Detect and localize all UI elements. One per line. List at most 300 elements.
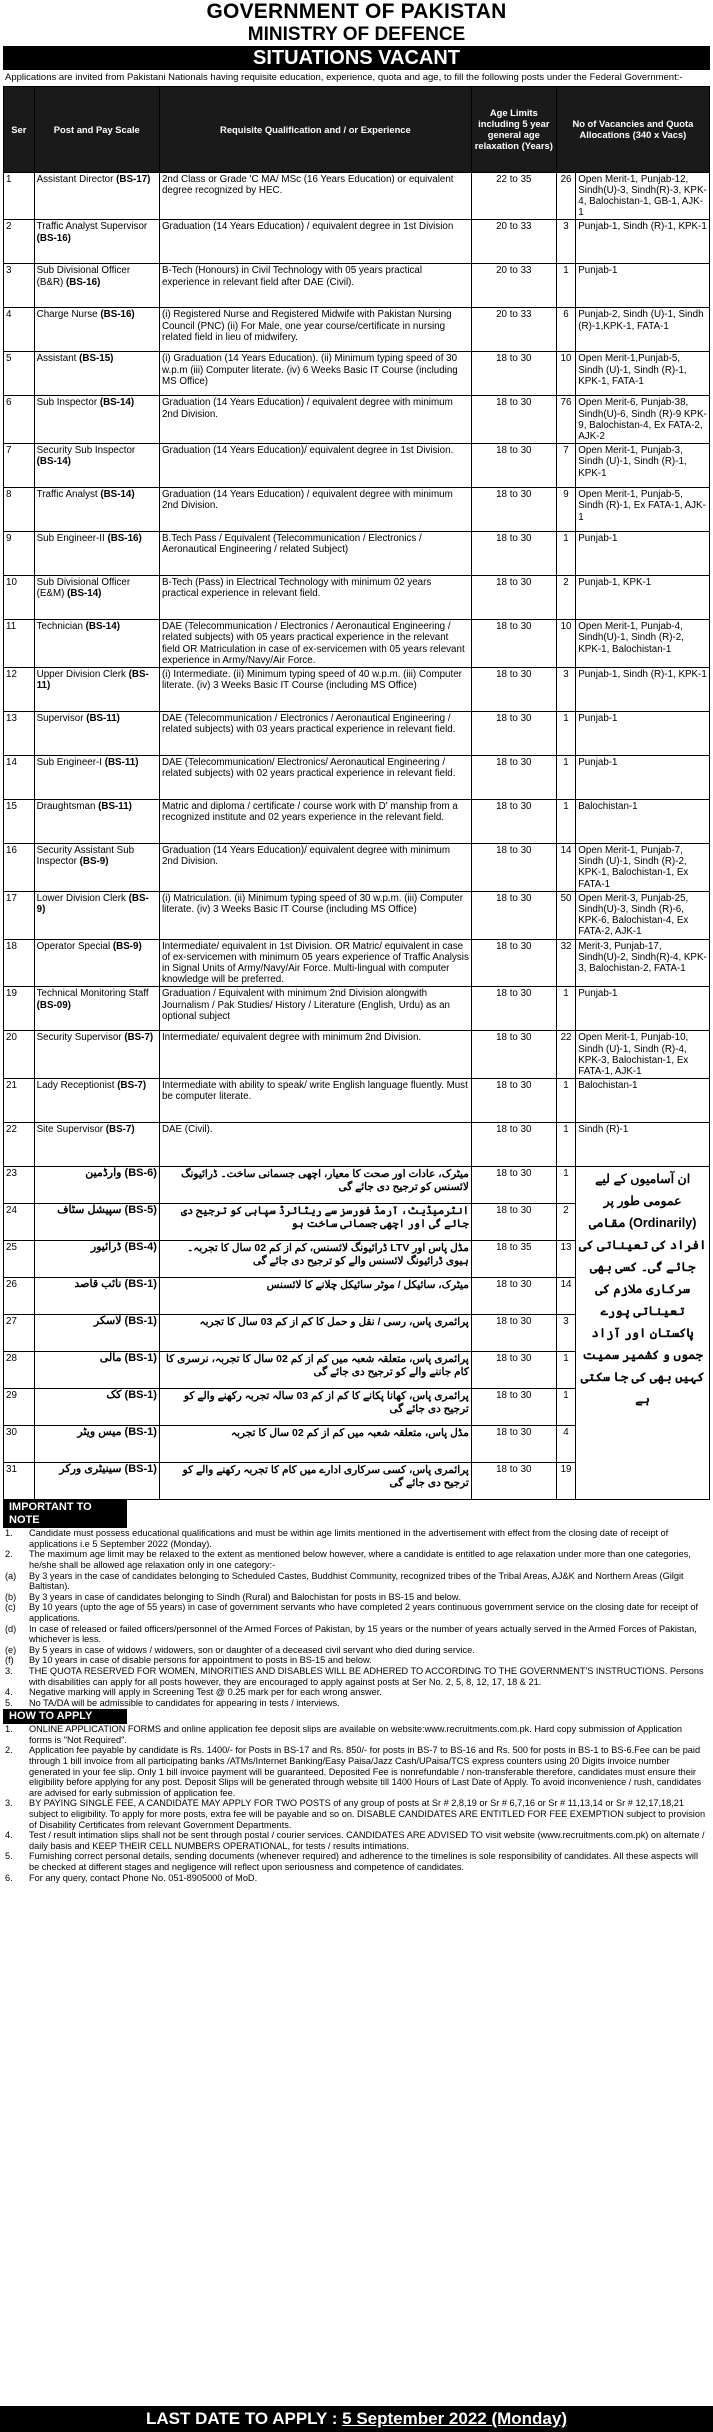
- post-title: سپیشل سٹاف: [57, 1204, 122, 1217]
- row-qualification: پرائمری پاس، رسی / نقل و حمل کا کم از کم 03 سال کا تجربہ: [159, 1315, 471, 1352]
- row-qualification: Graduation / Equivalent with minimum 2nd Division alongwith Journalism / Pak Studies/ History / Literature (English, Urdu) as an optional subject: [159, 987, 471, 1031]
- row-total-vacancies: 9: [556, 488, 575, 532]
- row-qualification: Matric and diploma / certificate / course work with D' manship from a recognized institute and 02 years experience in the relevant field.: [159, 799, 471, 843]
- post-title: Sub Inspector: [36, 397, 98, 409]
- row-age: 18 to 30: [471, 987, 556, 1031]
- row-ser: 29: [4, 1389, 35, 1426]
- row-ser: 2: [4, 220, 35, 264]
- list-item: [3, 1571, 710, 1592]
- table-row: [4, 987, 710, 1031]
- row-total-vacancies: 13: [556, 1241, 575, 1278]
- pay-scale: (BS-16): [107, 533, 142, 545]
- row-quota: Open Merit-3, Punjab-25, Sindh(U)-3, Sindh (R)-6, KPK-6, Balochistan-4, Ex FATA-2, AJK-1: [576, 891, 710, 939]
- row-quota: Punjab-1, Sindh (R)-1, KPK-1: [576, 220, 710, 264]
- row-qualification: B-Tech (Pass) in Electrical Technology with minimum 02 years practical experience in relevant field.: [159, 576, 471, 620]
- post-title: Technician: [36, 621, 83, 633]
- row-qualification: B-Tech (Honours) in Civil Technology with 05 years practical experience in relevant field after DAE (Civil).: [159, 264, 471, 308]
- row-age: 18 to 30: [471, 667, 556, 711]
- row-qualification: Graduation (14 Years Education)/ equivalent degree with minimum 2nd Division.: [159, 843, 471, 891]
- row-total-vacancies: 3: [556, 220, 575, 264]
- post-title: Charge Nurse: [36, 309, 98, 321]
- row-age: 18 to 30: [471, 1463, 556, 1500]
- list-item: [3, 1851, 710, 1872]
- row-post: [34, 1426, 159, 1463]
- row-qualification: DAE (Telecommunication / Electronics / Aeronautical Engineering / related subjects) with 05 years practical experience in the relevant field OR Matriculation in case of ex-servicemen with 05 years relevant experience in Army/Navy/Air Force.: [159, 620, 471, 668]
- pay-scale: (BS-1): [124, 1426, 157, 1439]
- row-qualification: Graduation (14 Years Education) / equivalent degree in 1st Division: [159, 220, 471, 264]
- pay-scale: (BS-5): [124, 1204, 157, 1217]
- row-total-vacancies: 26: [556, 172, 575, 220]
- row-ser: 9: [4, 532, 35, 576]
- row-post: [34, 396, 159, 444]
- row-ser: 13: [4, 711, 35, 755]
- pay-scale: (BS-14): [36, 456, 71, 468]
- row-age: 20 to 33: [471, 220, 556, 264]
- row-post: [34, 488, 159, 532]
- item-text: THE QUOTA RESERVED FOR WOMEN, MINORITIES AND DISABLES WILL BE ADHERED TO ACCORDING TO THE GOVERNMENT'S INSTRUCTIONS. Persons with disabilities can apply for all posts however, they are encouraged to apply against posts at Ser No. 2, 5, 8, 12, 17, 18 & 21.: [29, 1665, 704, 1687]
- row-qualification: Graduation (14 Years Education) / equivalent degree with minimum 2nd Division.: [159, 488, 471, 532]
- row-total-vacancies: 1: [556, 755, 575, 799]
- row-quota: Open Merit-1, Punjab-3, Sindh (U)-1, Sindh (R)-1, KPK-1: [576, 444, 710, 488]
- row-age: 18 to 30: [471, 488, 556, 532]
- row-post: [34, 1079, 159, 1123]
- item-text: By 10 years (upto the age of 55 years) in case of government servants who have completed 2 years continuous government service on the closing date for receipt of applications.: [29, 1602, 699, 1623]
- item-text: Test / result intimation slips shall not be sent through postal / courier services. CANDIDATES ARE ADVISED TO visit website (www.recruitments.com.pk) on alternate / daily basis and KEEP THEIR CELL NUMBERS OPERATIONAL, for tests / results intimations.: [29, 1830, 705, 1851]
- row-post: [34, 843, 159, 891]
- table-row: [4, 488, 710, 532]
- pay-scale: (BS-16): [66, 276, 101, 288]
- list-item: [3, 1655, 710, 1666]
- item-text: ONLINE APPLICATION FORMS and online application fee deposit slips are available on website:www.recruitments.com.pk. Hard copy submission of Application forms is "Not Required".: [29, 1724, 682, 1745]
- item-text: Candidate must possess educational qualifications and must be within age limits mentioned in the advertisement with effect from the closing date of receipt of applications i.e 5 September 2022 (Monday).: [29, 1528, 669, 1549]
- ministry-title: MINISTRY OF DEFENCE: [247, 24, 466, 45]
- pay-scale: (BS-14): [100, 489, 135, 501]
- row-age: 18 to 30: [471, 1278, 556, 1315]
- post-title: لاسکر: [93, 1315, 122, 1328]
- row-post: [34, 1352, 159, 1389]
- item-text: For any query, contact Phone No. 051-8905000 of MoD.: [29, 1872, 258, 1883]
- table-row: [4, 667, 710, 711]
- row-qualification: (i) Matriculation. (ii) Minimum typing speed of 30 w.p.m. (iii) Computer literate. (iv) 3 Weeks Basic IT Course (including MS Office): [159, 891, 471, 939]
- item-number: (d): [5, 1623, 17, 1634]
- list-item: [3, 1798, 710, 1830]
- list-item: [3, 1687, 710, 1698]
- row-ser: 17: [4, 891, 35, 939]
- post-title: ڈرائیور: [90, 1241, 122, 1254]
- post-title: Site Supervisor: [36, 1124, 104, 1136]
- post-title: Draughtsman: [36, 800, 96, 812]
- row-ser: 26: [4, 1278, 35, 1315]
- list-item: [3, 1602, 710, 1623]
- row-age: 18 to 30: [471, 1031, 556, 1079]
- row-post: [34, 1389, 159, 1426]
- row-total-vacancies: 14: [556, 843, 575, 891]
- row-total-vacancies: 1: [556, 987, 575, 1031]
- row-age: 18 to 30: [471, 1352, 556, 1389]
- situations-vacant-banner: SITUATIONS VACANT: [3, 46, 710, 70]
- row-post: [34, 532, 159, 576]
- item-number: 5.: [5, 1697, 13, 1708]
- row-qualification: DAE (Civil).: [159, 1123, 471, 1167]
- list-item: [3, 1830, 710, 1851]
- table-row: [4, 396, 710, 444]
- row-age: 18 to 30: [471, 1389, 556, 1426]
- row-ser: 10: [4, 576, 35, 620]
- table-row: [4, 264, 710, 308]
- post-title: وارڈمین: [85, 1167, 122, 1180]
- row-quota: Open Merit-1, Punjab-4, Sindh(U)-1, Sindh (R)-2, KPK-1, Balochistan-1: [576, 620, 710, 668]
- intro-text: Applications are invited from Pakistani Nationals having requisite education, experience, quota and age, to fill the following posts under the Federal Government:-: [5, 72, 683, 83]
- pay-scale: (BS-16): [36, 232, 71, 244]
- item-text: No TA/DA will be admissible to candidates for appearing in tests / interviews.: [29, 1697, 340, 1708]
- row-ser: 24: [4, 1204, 35, 1241]
- row-total-vacancies: 1: [556, 711, 575, 755]
- table-row: [4, 939, 710, 987]
- row-age: 22 to 35: [471, 172, 556, 220]
- row-quota: Punjab-1: [576, 987, 710, 1031]
- row-post: [34, 444, 159, 488]
- vacancies-table: [3, 86, 710, 1501]
- pay-scale: (BS-1): [124, 1315, 157, 1328]
- english-rows: [4, 172, 710, 1167]
- row-total-vacancies: 1: [556, 1167, 575, 1204]
- post-title: Security Sub Inspector: [36, 445, 136, 457]
- row-qualification: DAE (Telecommunication / Electronics / Aeronautical Engineering / related subjects) with 03 years practical experience in relevant field.: [159, 711, 471, 755]
- item-number: 6.: [5, 1872, 13, 1883]
- row-post: [34, 264, 159, 308]
- howto-header: HOW TO APPLY: [3, 1709, 127, 1724]
- important-header: IMPORTANT TO NOTE: [3, 1500, 127, 1528]
- row-age: 18 to 30: [471, 843, 556, 891]
- row-total-vacancies: 32: [556, 939, 575, 987]
- row-age: 18 to 30: [471, 620, 556, 668]
- item-number: (e): [5, 1644, 17, 1655]
- row-ser: 5: [4, 352, 35, 396]
- row-total-vacancies: 1: [556, 1352, 575, 1389]
- row-qualification: پرائمری پاس، کسی سرکاری ادارے میں کام کا تجربہ رکھنے والے کو ترجیح دی جائے گی: [159, 1463, 471, 1500]
- item-text: Application fee payable by candidate is Rs. 1400/- for Posts in BS-17 and Rs. 850/- for posts in BS-7 to BS-16 and Rs. 500 for posts in BS-1 to BS-6.Fee can be paid through 1 bill invoice from all participating banks /ATMs/Internet Banking/Easy Paisa/Jazz Cash/UPaisa/TCS express counters using 20 Digits invoice number generated in your fee slip. Only 1 bill invoice payment will be guaranteed. Deposited Fee is nonrefundable / non-transferable therefore, candidates must ensure their eligibility before applying for any post. Deposit Slips will be generated through website till 1400 Hours of Last Date of Apply. To avoid inconvenience / rush, candidates are advised for early submission of application fee.: [29, 1745, 702, 1798]
- item-number: (a): [5, 1570, 17, 1581]
- list-item: [3, 1724, 710, 1745]
- row-total-vacancies: 1: [556, 264, 575, 308]
- last-date-label: LAST DATE TO APPLY :: [145, 2409, 343, 2428]
- row-age: 20 to 33: [471, 264, 556, 308]
- table-row: [4, 220, 710, 264]
- item-number: 4.: [5, 1687, 13, 1698]
- pay-scale: (BS-9): [112, 940, 142, 952]
- row-age: 18 to 30: [471, 891, 556, 939]
- row-post: [34, 987, 159, 1031]
- post-title: Lower Division Clerk: [36, 892, 126, 904]
- row-age: 18 to 30: [471, 396, 556, 444]
- list-item: [3, 1549, 710, 1570]
- row-ser: 14: [4, 755, 35, 799]
- row-total-vacancies: 1: [556, 532, 575, 576]
- row-qualification: (i) Graduation (14 Years Education). (ii) Minimum typing speed of 30 w.p.m (iii) Computer literate. (iv) 6 Weeks Basic IT Course (including MS Office): [159, 352, 471, 396]
- row-quota: Open Merit-6, Punjab-38, Sindh(U)-6, Sindh (R)-9 KPK-9, Balochistan-4, Ex FATA-2, AJK-2: [576, 396, 710, 444]
- row-ser: 4: [4, 308, 35, 352]
- list-item: [3, 1873, 710, 1884]
- table-row: [4, 1167, 710, 1204]
- row-age: 18 to 30: [471, 1167, 556, 1204]
- pay-scale: (BS-14): [67, 588, 102, 600]
- pay-scale: (BS-7): [105, 1124, 135, 1136]
- row-qualification: B.Tech Pass / Equivalent (Telecommunication / Electronics / Aeronautical Engineering / related Subject): [159, 532, 471, 576]
- post-title: Assistant: [36, 353, 77, 365]
- row-total-vacancies: 76: [556, 396, 575, 444]
- row-total-vacancies: 1: [556, 799, 575, 843]
- row-post: [34, 172, 159, 220]
- table-row: [4, 444, 710, 488]
- row-quota: Sindh (R)-1: [576, 1123, 710, 1167]
- col-post: Post and Pay Scale: [34, 86, 159, 172]
- row-ser: 3: [4, 264, 35, 308]
- row-post: [34, 1463, 159, 1500]
- pay-scale: (BS-9): [79, 856, 109, 868]
- local-quota-note: ان آسامیوں کے لیے عمومی طور پر (Ordinarily) مقامی افراد کی تعیناتی کی جائے گی۔ کسی بھی سرکاری ملازم کی تعیناتی پورے پاکستان اور آزاد جموں و کشمیر سمیت کہیں بھی کی جا سکتی ہے: [576, 1167, 710, 1500]
- list-item: [3, 1624, 710, 1645]
- row-post: [34, 711, 159, 755]
- pay-scale: (BS-15): [79, 353, 114, 365]
- pay-scale: (BS-1): [124, 1352, 157, 1365]
- row-age: 18 to 30: [471, 444, 556, 488]
- item-text: By 10 years in case of disable persons for appointment to posts in BS-15 and below.: [29, 1655, 372, 1666]
- post-title: Lady Receptionist: [36, 1080, 115, 1092]
- item-number: 4.: [5, 1830, 13, 1841]
- row-qualification: Graduation (14 Years Education) / equivalent degree with minimum 2nd Division.: [159, 396, 471, 444]
- pay-scale: (BS-11): [98, 800, 132, 812]
- table-row: [4, 576, 710, 620]
- row-quota: Balochistan-1: [576, 799, 710, 843]
- row-post: [34, 799, 159, 843]
- row-age: 18 to 30: [471, 755, 556, 799]
- pay-scale: (BS-17): [116, 173, 151, 185]
- row-quota: Punjab-1: [576, 264, 710, 308]
- item-text: BY PAYING SINGLE FEE, A CANDIDATE MAY APPLY FOR TWO POSTS of any group of posts at Sr # 2,8,19 or Sr # 6,7,16 or Sr # 11,13,14 or Sr # 12,17,18,21 subject to eligibility. To apply for more posts, extra fee will be payable and so on. DISABLE CANDIDATES ARE ENTITLED FOR FEE EXEMPTION subject to provision of Disability Certificates from relevant Government Departments.: [29, 1798, 706, 1830]
- pay-scale: (BS-1): [124, 1389, 157, 1402]
- table-row: [4, 843, 710, 891]
- row-qualification: انٹرمیڈیٹ، آرمڈ فورسز سے ریٹائرڈ سپاہی کو ترجیح دی جائے گی اور اچھی جسمانی ساخت ہو: [159, 1204, 471, 1241]
- row-age: 18 to 30: [471, 1079, 556, 1123]
- row-total-vacancies: 4: [556, 1426, 575, 1463]
- row-ser: 16: [4, 843, 35, 891]
- col-vacancies: No of Vacancies and Quota Allocations (340 x Vacs): [556, 86, 709, 172]
- pay-scale: (BS-14): [99, 397, 135, 409]
- table-row: [4, 352, 710, 396]
- post-title: Sub Divisional Officer (E&M): [36, 577, 131, 600]
- table-row: [4, 308, 710, 352]
- item-number: 2.: [5, 1745, 13, 1756]
- table-row: [4, 711, 710, 755]
- post-title: Technical Monitoring Staff: [36, 988, 149, 1000]
- row-total-vacancies: 22: [556, 1031, 575, 1079]
- pay-scale: (BS-6): [124, 1167, 157, 1180]
- pay-scale: (BS-11): [36, 668, 149, 692]
- pay-scale: (BS-4): [124, 1241, 157, 1254]
- row-quota: Open Merit-1, Punjab-5, Sindh (R)-1, Ex FATA-1, AJK-1: [576, 488, 710, 532]
- row-ser: 12: [4, 667, 35, 711]
- col-ser: Ser: [4, 86, 35, 172]
- pay-scale: (BS-7): [124, 1032, 154, 1044]
- row-qualification: مڈل پاس اور LTV ڈرائیونگ لائسنس، کم از کم 02 سال کا تجربہ۔ ہیوی ڈرائیونگ لائسنس والے کو ترجیح دی جائے گی: [159, 1241, 471, 1278]
- row-total-vacancies: 6: [556, 308, 575, 352]
- row-quota: Punjab-1, Sindh (R)-1, KPK-1: [576, 667, 710, 711]
- post-title: Security Supervisor: [36, 1032, 122, 1044]
- urdu-rows: [4, 1167, 710, 1500]
- item-text: The maximum age limit may be relaxed to the extent as mentioned below however, where a candidate is entitled to age relaxation under more than one categories, he/she shall be allowed age relaxation only in one category:-: [29, 1549, 691, 1570]
- row-post: [34, 667, 159, 711]
- row-quota: Punjab-1, KPK-1: [576, 576, 710, 620]
- row-quota: Open Merit-1, Punjab-7, Sindh (U)-1, Sindh (R)-2, KPK-1, Balochistan-1, Ex FATA-1: [576, 843, 710, 891]
- table-row: [4, 799, 710, 843]
- row-total-vacancies: 1: [556, 1079, 575, 1123]
- row-quota: Balochistan-1: [576, 1079, 710, 1123]
- row-qualification: 2nd Class or Grade 'C MA/ MSc (16 Years Education) or equivalent degree recognized by HEC.: [159, 172, 471, 220]
- pay-scale: (BS-7): [117, 1080, 147, 1092]
- post-title: Traffic Analyst: [36, 489, 98, 501]
- row-ser: 19: [4, 987, 35, 1031]
- row-qualification: Graduation (14 Years Education)/ equivalent degree in 1st Division.: [159, 444, 471, 488]
- row-ser: 20: [4, 1031, 35, 1079]
- row-post: [34, 576, 159, 620]
- item-text: In case of released or failed officers/personnel of the Armed Forces of Pakistan, by 15 years or the number of years actually served in the Armed Forces of Pakistan, whichever is less.: [29, 1623, 697, 1645]
- table-row: [4, 1031, 710, 1079]
- row-qualification: میٹرک، سائیکل / موٹر سائیکل چلانے کا لائسنس: [159, 1278, 471, 1315]
- row-ser: 22: [4, 1123, 35, 1167]
- post-title: Sub Engineer-II: [36, 533, 105, 545]
- list-item: [3, 1645, 710, 1656]
- row-post: [34, 220, 159, 264]
- col-qualification: Requisite Qualification and / or Experience: [159, 86, 471, 172]
- row-ser: 21: [4, 1079, 35, 1123]
- table-row: [4, 891, 710, 939]
- item-number: 3.: [5, 1798, 13, 1809]
- row-quota: Open Merit-1, Punjab-10, Sindh (U)-1, Sindh (R)-4, KPK-3, Balochistan-1, Ex FATA-1, AJK-1: [576, 1031, 710, 1079]
- row-total-vacancies: 3: [556, 667, 575, 711]
- item-text: By 3 years in case of candidates belonging to Sindh (Rural) and Balochistan for posts in BS-15 and below.: [29, 1591, 461, 1602]
- howto-notes: [3, 1724, 710, 1883]
- item-number: (c): [5, 1602, 16, 1613]
- row-qualification: پرائمری پاس، متعلقہ شعبہ میں کم از کم 02 سال کا تجربہ، نرسری کا کام جاننے والے کو ترجیح دی جائے گی: [159, 1352, 471, 1389]
- row-post: [34, 939, 159, 987]
- row-qualification: (i) Intermediate. (ii) Minimum typing speed of 40 w.p.m. (iii) Computer literate. (iv) 3 Weeks Basic IT Course (including MS Office): [159, 667, 471, 711]
- government-title: GOVERNMENT OF PAKISTAN: [206, 0, 507, 23]
- table-row: [4, 172, 710, 220]
- row-post: [34, 1204, 159, 1241]
- post-title: Assistant Director: [36, 173, 114, 185]
- row-total-vacancies: 19: [556, 1463, 575, 1500]
- row-post: [34, 1278, 159, 1315]
- row-post: [34, 755, 159, 799]
- row-total-vacancies: 10: [556, 352, 575, 396]
- row-age: 18 to 30: [471, 576, 556, 620]
- item-number: (b): [5, 1591, 17, 1602]
- row-ser: 6: [4, 396, 35, 444]
- row-qualification: Intermediate/ equivalent in 1st Division. OR Matric/ equivalent in case of ex-servicemen with minimum 05 years experience of Traffic Analysis in Signal Units of Army/Navy/Air Force. Multi-lingual with computer knowledge will be preferred.: [159, 939, 471, 987]
- row-ser: 23: [4, 1167, 35, 1204]
- row-post: [34, 1315, 159, 1352]
- row-ser: 25: [4, 1241, 35, 1278]
- item-number: 1.: [5, 1724, 13, 1735]
- row-age: 18 to 35: [471, 1241, 556, 1278]
- row-qualification: میٹرک، عادات اور صحت کا معیار، اچھی جسمانی ساخت۔ ڈرائیونگ لائسنس کو ترجیح دی جائے گی: [159, 1167, 471, 1204]
- post-title: Traffic Analyst Supervisor: [36, 221, 148, 233]
- row-qualification: Intermediate/ equivalent degree with minimum 2nd Division.: [159, 1031, 471, 1079]
- row-qualification: مڈل پاس، متعلقہ شعبہ میں کم از کم 02 سال کا تجربہ: [159, 1426, 471, 1463]
- row-total-vacancies: 14: [556, 1278, 575, 1315]
- item-number: 5.: [5, 1851, 13, 1862]
- item-text: Furnishing correct personal details, sending documents (whenever required) and adherence to the timelines is sole responsibility of candidates. All these aspects will be checked at different stages and negligence will reflect upon seriousness and competence of candidates.: [29, 1851, 699, 1872]
- post-title: سینیٹری ورکر: [59, 1463, 122, 1476]
- row-quota: Punjab-1: [576, 711, 710, 755]
- table-row: [4, 532, 710, 576]
- row-ser: 18: [4, 939, 35, 987]
- pay-scale: (BS-1): [124, 1463, 157, 1476]
- post-title: مالی: [99, 1352, 122, 1365]
- col-age: Age Limits including 5 year general age relaxation (Years): [471, 86, 556, 172]
- item-text: By 3 years in the case of candidates belonging to Scheduled Castes, Buddhist Community, recognized tribes of the Tribal Areas, AJ&K and Northern Areas (Gilgit Baltistan).: [29, 1570, 684, 1592]
- row-ser: 7: [4, 444, 35, 488]
- post-title: Upper Division Clerk: [36, 668, 126, 680]
- row-post: [34, 1241, 159, 1278]
- last-date-banner: [0, 2406, 713, 2432]
- table-row: [4, 620, 710, 668]
- row-total-vacancies: 3: [556, 1315, 575, 1352]
- table-row: [4, 755, 710, 799]
- pay-scale: (BS-11): [86, 712, 120, 724]
- pay-scale: (BS-09): [36, 999, 71, 1011]
- post-title: Sub Divisional Officer (B&R): [36, 265, 131, 288]
- row-total-vacancies: 2: [556, 576, 575, 620]
- row-total-vacancies: 7: [556, 444, 575, 488]
- item-text: Negative marking will apply in Screening Test @ 0.25 mark per for each wrong answer.: [29, 1687, 382, 1698]
- item-number: 3.: [5, 1665, 13, 1676]
- row-age: 18 to 30: [471, 1315, 556, 1352]
- row-ser: 15: [4, 799, 35, 843]
- row-quota: Punjab-1: [576, 532, 710, 576]
- row-qualification: DAE (Telecommunication/ Electronics/ Aeronautical Engineering / related subjects) with 02 years practical experience in relevant field.: [159, 755, 471, 799]
- list-item: [3, 1528, 710, 1549]
- row-post: [34, 308, 159, 352]
- row-ser: 31: [4, 1463, 35, 1500]
- row-qualification: (i) Registered Nurse and Registered Midwife with Pakistan Nursing Council (PNC) (ii) For Male, one year course/certificate in nursing related field in lieu of midwifery.: [159, 308, 471, 352]
- item-text: By 5 years in case of widows / widowers, son or daughter of a deceased civil servant who died during service.: [29, 1644, 475, 1655]
- row-qualification: پرائمری پاس، کھانا پکانے کا کم از کم 03 سالہ تجربہ رکھنے والے کو ترجیح دی جائے گی: [159, 1389, 471, 1426]
- list-item: [3, 1592, 710, 1603]
- pay-scale: (BS-14): [85, 621, 120, 633]
- row-total-vacancies: 10: [556, 620, 575, 668]
- table-row: [4, 1123, 710, 1167]
- row-quota: Punjab-1: [576, 755, 710, 799]
- row-total-vacancies: 50: [556, 891, 575, 939]
- pay-scale: (BS-1): [124, 1278, 157, 1291]
- row-total-vacancies: 2: [556, 1204, 575, 1241]
- post-title: کک: [106, 1389, 122, 1402]
- row-ser: 8: [4, 488, 35, 532]
- post-title: Sub Engineer-I: [36, 756, 102, 768]
- item-number: 2.: [5, 1549, 13, 1560]
- row-age: 18 to 30: [471, 799, 556, 843]
- row-post: [34, 1031, 159, 1079]
- post-title: Security Assistant Sub Inspector: [36, 844, 135, 868]
- row-age: 18 to 30: [471, 352, 556, 396]
- pay-scale: (BS-16): [100, 309, 135, 321]
- row-quota: Merit-3, Punjab-17, Sindh(U)-2, Sindh(R)-4, KPK-3, Balochistan-2, FATA-1: [576, 939, 710, 987]
- row-quota: Open Merit-1, Punjab-12, Sindh(U)-3, Sindh(R)-3, KPK-4, Balochistan-1, GB-1, AJK-1: [576, 172, 710, 220]
- row-post: [34, 1123, 159, 1167]
- row-post: [34, 352, 159, 396]
- item-number: 1.: [5, 1528, 13, 1539]
